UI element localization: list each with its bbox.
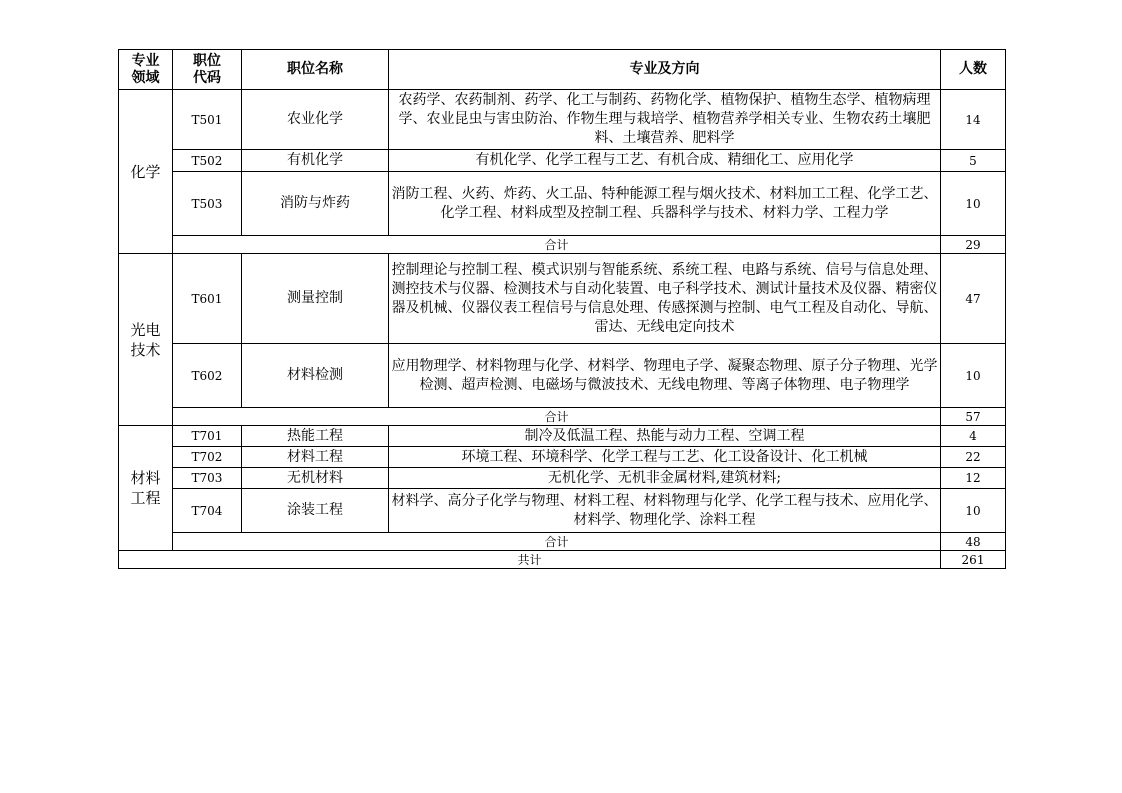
position-name: 有机化学 [242, 150, 389, 172]
table-row [119, 426, 1006, 447]
grand-total-label: 共计 [119, 551, 941, 569]
majors-cell: 环境工程、环境科学、化学工程与工艺、化工设备设计、化工机械 [389, 447, 941, 468]
subtotal-row [119, 236, 1006, 254]
subtotal-row [119, 533, 1006, 551]
position-code: T701 [173, 426, 242, 447]
table-row [119, 172, 1006, 236]
majors-cell: 无机化学、无机非金属材料,建筑材料; [389, 468, 941, 489]
table-row [119, 468, 1006, 489]
position-name: 热能工程 [242, 426, 389, 447]
header-position: 职位名称 [242, 50, 389, 90]
count-cell: 10 [941, 489, 1006, 533]
majors-cell: 材料学、高分子化学与物理、材料工程、材料物理与化学、化学工程与技术、应用化学、材料学、物理化学、涂料工程 [389, 489, 941, 533]
position-name: 农业化学 [242, 90, 389, 150]
table-row [119, 489, 1006, 533]
position-code: T503 [173, 172, 242, 236]
count-cell: 14 [941, 90, 1006, 150]
count-cell: 12 [941, 468, 1006, 489]
header-code: 职位代码 [173, 50, 242, 90]
position-code: T601 [173, 254, 242, 344]
count-cell: 22 [941, 447, 1006, 468]
subtotal-row [119, 408, 1006, 426]
table-row [119, 150, 1006, 172]
subtotal-value: 57 [941, 408, 1006, 426]
count-cell: 4 [941, 426, 1006, 447]
majors-cell: 应用物理学、材料物理与化学、材料学、物理电子学、凝聚态物理、原子分子物理、光学检测、超声检测、电磁场与微波技术、无线电物理、等离子体物理、电子物理学 [389, 344, 941, 408]
field-cell: 光电技术 [119, 254, 173, 426]
position-name: 无机材料 [242, 468, 389, 489]
majors-cell: 制冷及低温工程、热能与动力工程、空调工程 [389, 426, 941, 447]
subtotal-value: 29 [941, 236, 1006, 254]
count-cell: 10 [941, 344, 1006, 408]
position-code: T602 [173, 344, 242, 408]
majors-cell: 消防工程、火药、炸药、火工品、特种能源工程与烟火技术、材料加工工程、化学工艺、化学工程、材料成型及控制工程、兵器科学与技术、材料力学、工程力学 [389, 172, 941, 236]
field-cell: 化学 [119, 90, 173, 254]
count-cell: 10 [941, 172, 1006, 236]
table-row [119, 254, 1006, 344]
subtotal-label: 合计 [173, 236, 941, 254]
subtotal-value: 48 [941, 533, 1006, 551]
position-name: 涂装工程 [242, 489, 389, 533]
position-code: T702 [173, 447, 242, 468]
header-row [119, 50, 1006, 90]
grand-total-value: 261 [941, 551, 1006, 569]
header-majors: 专业及方向 [389, 50, 941, 90]
count-cell: 5 [941, 150, 1006, 172]
majors-cell: 控制理论与控制工程、模式识别与智能系统、系统工程、电路与系统、信号与信息处理、测控技术与仪器、检测技术与自动化装置、电子科学技术、测试计量技术及仪器、精密仪器及机械、仪器仪表工程信号与信息处理、传感探测与控制、电气工程及自动化、导航、雷达、无线电定向技术 [389, 254, 941, 344]
position-code: T704 [173, 489, 242, 533]
position-name: 材料工程 [242, 447, 389, 468]
position-name: 消防与炸药 [242, 172, 389, 236]
position-name: 材料检测 [242, 344, 389, 408]
position-name: 测量控制 [242, 254, 389, 344]
job-positions-table [118, 49, 1006, 569]
table-row [119, 344, 1006, 408]
majors-cell: 农药学、农药制剂、药学、化工与制药、药物化学、植物保护、植物生态学、植物病理学、农业昆虫与害虫防治、作物生理与栽培学、植物营养学相关专业、生物农药土壤肥料、土壤营养、肥料学 [389, 90, 941, 150]
majors-cell: 有机化学、化学工程与工艺、有机合成、精细化工、应用化学 [389, 150, 941, 172]
grand-total-row [119, 551, 1006, 569]
position-code: T502 [173, 150, 242, 172]
header-count: 人数 [941, 50, 1006, 90]
field-cell: 材料工程 [119, 426, 173, 551]
table-row [119, 447, 1006, 468]
position-code: T703 [173, 468, 242, 489]
table-row [119, 90, 1006, 150]
count-cell: 47 [941, 254, 1006, 344]
subtotal-label: 合计 [173, 533, 941, 551]
subtotal-label: 合计 [173, 408, 941, 426]
header-field: 专业领域 [119, 50, 173, 90]
position-code: T501 [173, 90, 242, 150]
